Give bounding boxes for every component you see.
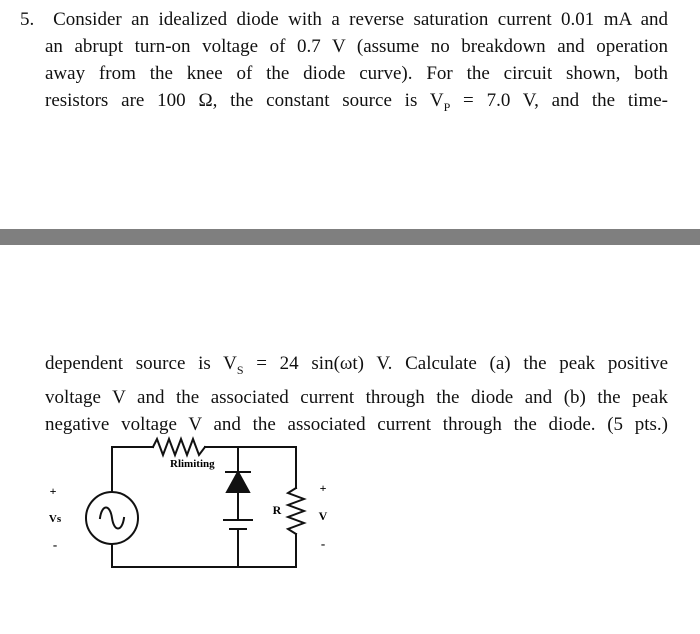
problem-number: 5. bbox=[20, 9, 35, 30]
output-plus-label: + bbox=[319, 481, 327, 495]
problem-line-6: voltage V and the associated current through the diode and (b) the peak bbox=[45, 386, 668, 408]
load-resistor-label: R bbox=[272, 503, 282, 517]
problem-line-5: dependent source is $V_S = 24$ sin(ωt) V. Calculate (a) the peak positive bbox=[45, 353, 669, 377]
sine-wave-icon bbox=[100, 508, 124, 529]
source-plus-label: + bbox=[49, 484, 57, 498]
problem-text-part2 bbox=[20, 350, 668, 438]
output-label: V bbox=[318, 509, 328, 523]
limiting-resistor bbox=[153, 439, 205, 455]
problem-text-part1 bbox=[20, 6, 668, 121]
problem-line-3: away from the knee of the diode curve). For the circuit shown, both bbox=[45, 63, 668, 84]
problem-line-2: an abrupt turn-on voltage of 0.7 V (assume no breakdown and operation bbox=[45, 36, 668, 57]
problem-line-1: 5. Consider an idealized diode with a reverse saturation current 0.01 mA and bbox=[20, 9, 669, 30]
problem-line-4: resistors are 100 Ω, the constant source is $V_P = 7.0$ V, and the time- bbox=[45, 90, 669, 114]
limiting-resistor-label: Rlimiting bbox=[170, 458, 215, 470]
diode-symbol bbox=[227, 472, 249, 492]
source-minus-label: - bbox=[52, 537, 58, 552]
circuit-diagram bbox=[0, 430, 700, 634]
section-divider bbox=[0, 229, 700, 245]
output-minus-label: - bbox=[320, 536, 326, 551]
load-resistor bbox=[288, 488, 304, 534]
problem-line-7: negative voltage V and the associated current through the diode. (5 pts.) bbox=[45, 413, 668, 435]
source-label: Vs bbox=[48, 513, 62, 525]
